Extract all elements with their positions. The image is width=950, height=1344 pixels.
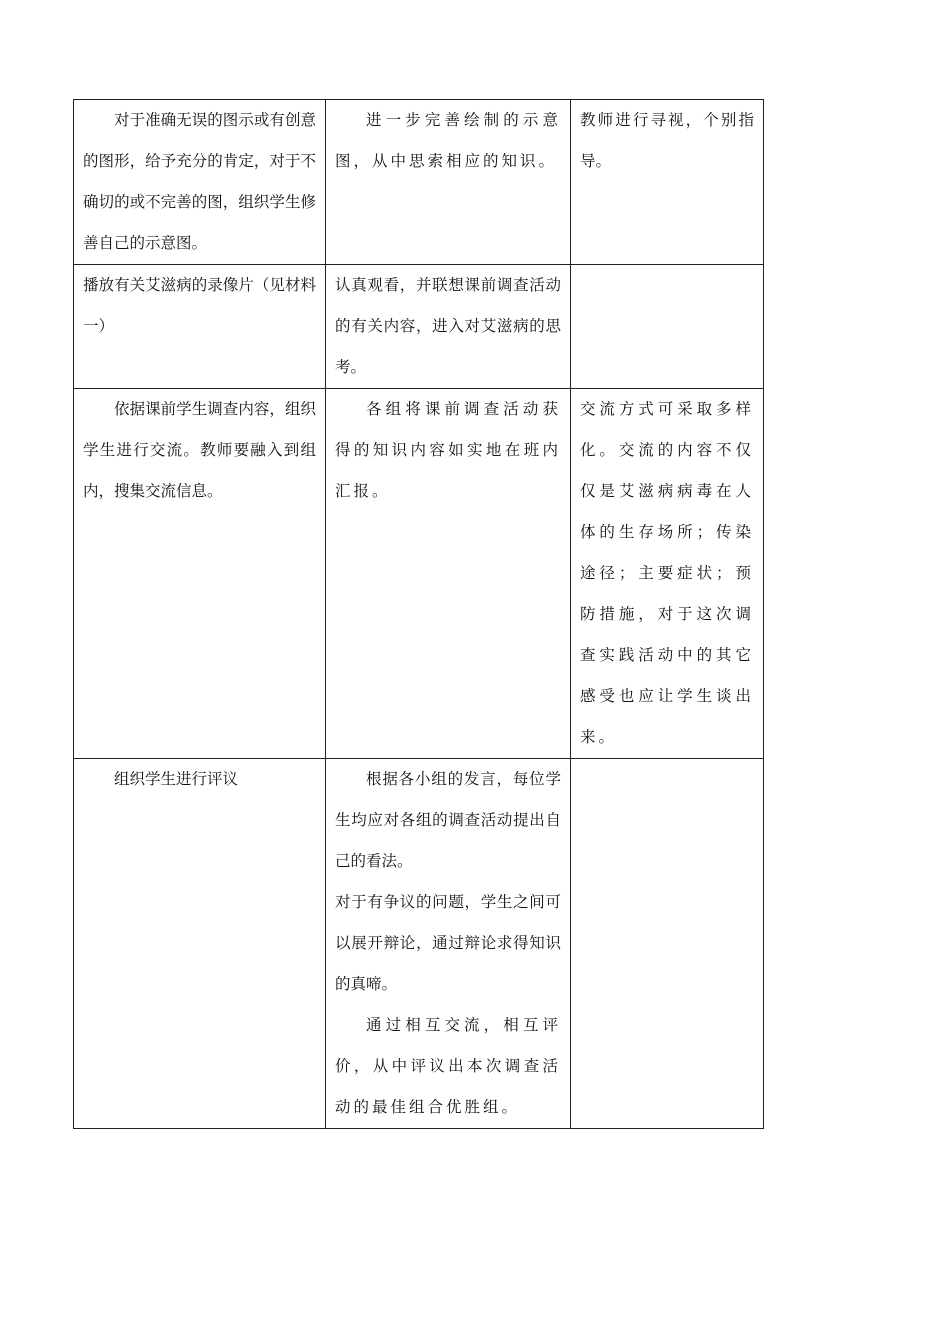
teacher-activity-cell <box>74 100 326 265</box>
student-activity-cell <box>326 389 571 759</box>
note-cell <box>571 389 764 759</box>
table-row <box>74 265 764 389</box>
student-activity-text: 进一步完善绘制的示意图，从中思索相应的知识。 <box>335 111 561 170</box>
teacher-activity-text: 对于准确无误的图示或有创意的图形，给予充分的肯定，对于不确切的或不完善的图，组织学生修善自己的示意图。 <box>83 111 316 252</box>
student-activity-cell <box>326 759 571 1129</box>
note-text: 交流方式可采取多样化。交流的内容不仅仅是艾滋病病毒在人体的生存场所；传染途径；主要症状；预防措施，对于这次调查实践活动中的其它感受也应让学生谈出来。 <box>580 400 754 746</box>
note-cell <box>571 100 764 265</box>
note-cell <box>571 759 764 1129</box>
teacher-activity-text: 播放有关艾滋病的录像片（见材料一） <box>83 276 316 335</box>
student-activity-text: 根据各小组的发言，每位学生均应对各组的调查活动提出自己的看法。 <box>335 770 561 870</box>
student-activity-cell <box>326 100 571 265</box>
teacher-activity-text: 依据课前学生调查内容，组织学生进行交流。教师要融入到组内，搜集交流信息。 <box>83 400 316 500</box>
table-row <box>74 100 764 265</box>
student-activity-text: 对于有争议的问题，学生之间可以展开辩论，通过辩论求得知识的真啼。 <box>335 893 561 993</box>
student-activity-text: 各组将课前调查活动获得的知识内容如实地在班内汇报。 <box>335 400 561 500</box>
student-activity-text: 通过相互交流，相互评价，从中评议出本次调查活动的最佳组合优胜组。 <box>335 1016 561 1116</box>
student-activity-text: 认真观看，并联想课前调查活动的有关内容，进入对艾滋病的思考。 <box>335 276 561 376</box>
note-cell <box>571 265 764 389</box>
teacher-activity-cell <box>74 265 326 389</box>
teacher-activity-text: 组织学生进行评议 <box>114 770 239 788</box>
table-row <box>74 759 764 1129</box>
teacher-activity-cell <box>74 759 326 1129</box>
student-activity-cell <box>326 265 571 389</box>
lesson-plan-table <box>73 99 764 1129</box>
table-row <box>74 389 764 759</box>
teacher-activity-cell <box>74 389 326 759</box>
note-text: 教师进行寻视，个别指导。 <box>580 111 754 170</box>
